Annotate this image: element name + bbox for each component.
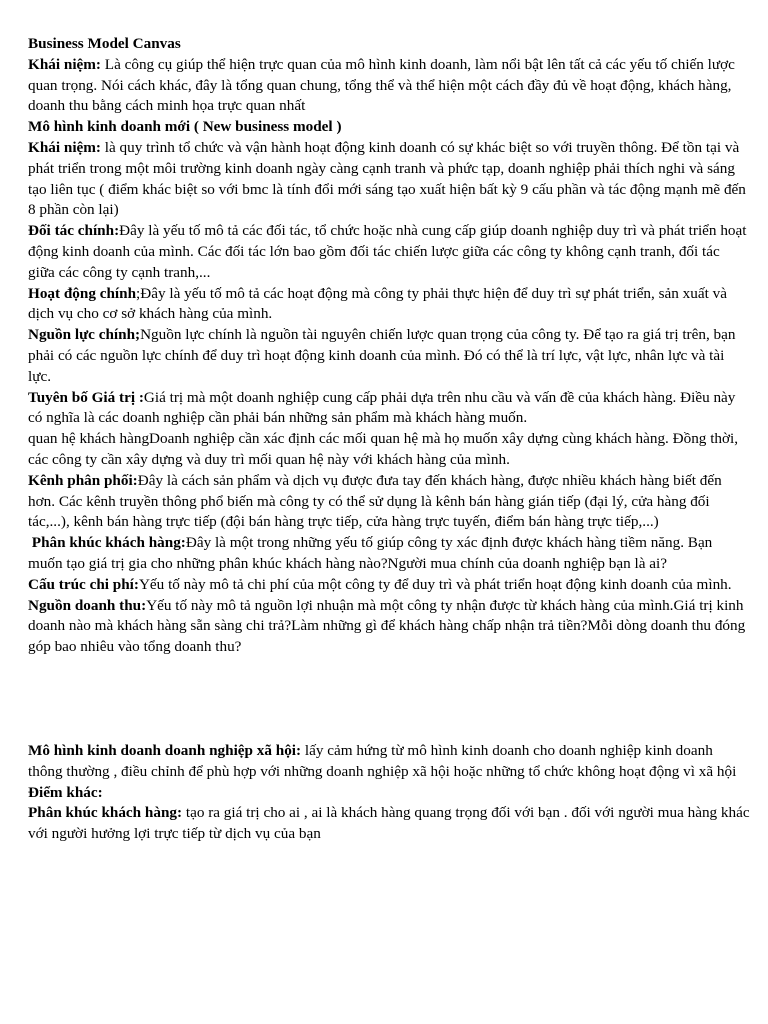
new-model-definition [28, 138, 750, 221]
component-cost-structure: Cấu trúc chi phí:Yếu tố này mô tả chi phí của một công ty để duy trì và phát triển hoạt động kinh doanh của mình. [28, 575, 732, 593]
differences-heading: Điểm khác: [28, 783, 103, 801]
component-customer-segments: Phân khúc khách hàng:Đây là một trong những yếu tố giúp công ty xác định được khách hàng tiềm năng. Bạn muốn tạo giá trị gia cho những phân khúc khách hàng nào?Người mua chính của doanh nghiệp bạn là ai? [28, 534, 713, 572]
new-model-text: là quy trình tổ chức và vận hành hoạt động kinh doanh có sự khác biệt so với truyền thông. Để tồn tại và phát triển trong một môi trường kinh doanh ngày càng cạnh tranh và phức tạp, doanh nghiệp phải thích nghi và sáng tạo liên tục ( điểm khác biệt so với bmc là tính đổi mới sáng tạo xuất hiện bất kỳ 9 cấu phần và tác động mạnh mẽ đến 8 phần còn lại) [28, 138, 746, 219]
new-model-label: Khái niệm: [28, 138, 101, 156]
bmc-definition [28, 55, 750, 117]
component-value-proposition: Tuyên bố Giá trị :Giá trị mà một doanh nghiệp cung cấp phải dựa trên nhu cầu và vấn đề của khách hàng. Điều này có nghĩa là các doanh nghiệp cần phải bán những sản phẩm mà khách hàng muốn. [28, 388, 736, 427]
social-model-definition [28, 741, 750, 783]
component-key-partners: Đối tác chính:Đây là yếu tố mô tả các đối tác, tổ chức hoặc nhà cung cấp giúp doanh nghiệp duy trì và phát triển hoạt động kinh doanh của mình. Các đối tác lớn bao gồm đối tác chiến lược giữa các công ty không cạnh tranh, đối tác giữa các công ty cạnh tranh,... [28, 222, 747, 281]
new-model-heading: Mô hình kinh doanh mới ( New business model ) [28, 118, 342, 136]
component-channels: Kênh phân phối:Đây là cách sản phẩm và dịch vụ được đưa tay đến khách hàng, được nhiều khách hàng biết đến hơn. Các kênh truyền thông phổ biến mà công ty có thể sử dụng là kênh bán hàng gián tiếp (đại lý, cửa hàng đối tác,...), kênh bán hàng trực tiếp (đội bán hàng trực tiếp, cửa hàng trực tuyến, điểm bán hàng trực tiếp,...) [28, 471, 722, 531]
component-key-activities: Hoạt động chính;Đây là yếu tố mô tả các hoạt động mà công ty phải thực hiện để duy trì sự phát triển, sản xuất và dịch vụ cho cơ sở khách hàng của mình. [28, 284, 727, 323]
document-body [28, 34, 750, 845]
social-model-text: lấy cảm hứng từ mô hình kinh doanh cho doanh nghiệp kinh doanh thông thường , điều chỉnh để phù hợp với những doanh nghiệp xã hội hoặc những tổ chức không hoạt động vì xã hội [28, 741, 737, 780]
blank-space [28, 658, 750, 741]
social-model-label: Mô hình kinh doanh doanh nghiệp xã hội: [28, 741, 302, 759]
component-key-resources: Nguồn lực chính;Nguồn lực chính là nguồn tài nguyên chiến lược quan trọng của công ty. Để tạo ra giá trị trên, bạn phải có các nguồn lực chính để duy trì hoạt động kinh doanh của mình. Đó có thể là trí lực, vật lực, nhân lực và tài lực. [28, 326, 736, 385]
bmc-label: Khái niệm: [28, 55, 101, 73]
title: Business Model Canvas [28, 35, 181, 52]
component-revenue-streams: Nguồn doanh thu:Yếu tố này mô tả nguồn lợi nhuận mà một công ty nhận được từ khách hàng của mình.Giá trị kinh doanh nào mà khách hàng sẵn sàng chi trả?Làm những gì để khách hàng chấp nhận trả tiền?Mỗi dòng doanh thu đóng góp bao nhiêu vào tổng doanh thu? [28, 596, 746, 656]
bmc-text: Là công cụ giúp thể hiện trực quan của mô hình kinh doanh, làm nổi bật lên tất cả các yếu tố chiến lược quan trọng. Nói cách khác, đây là tổng quan chung, tổng thể và thể hiện một cách đầy đủ về hoạt động, khách hàng, doanh thu bằng cách minh họa trực quan nhất [28, 55, 735, 115]
social-customer-segments: Phân khúc khách hàng: tạo ra giá trị cho ai , ai là khách hàng quang trọng đối với bạn . đối với người mua hàng khác với người hưởng lợi trực tiếp từ dịch vụ của bạn [28, 804, 750, 843]
component-customer-relationships: quan hệ khách hàngDoanh nghiệp cần xác định các mối quan hệ mà họ muốn xây dựng cùng khách hàng. Đồng thời, các công ty cần xây dựng và duy trì mối quan hệ này với khách hàng của mình. [28, 430, 739, 468]
